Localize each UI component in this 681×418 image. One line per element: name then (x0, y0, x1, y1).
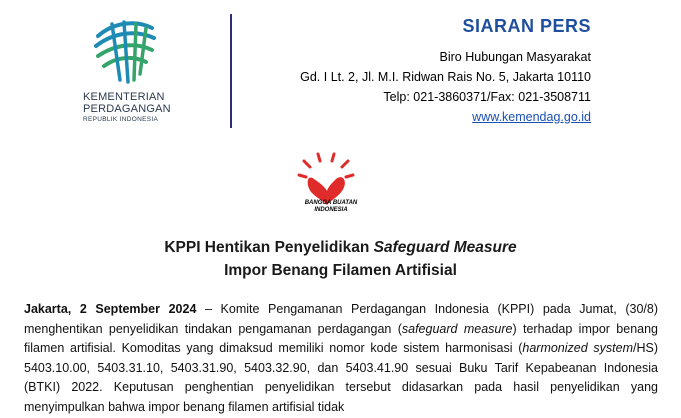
body-emphasis-1: safeguard measure (401, 321, 513, 336)
campaign-label (296, 200, 366, 214)
campaign-label-line2: INDONESIA (314, 207, 348, 213)
org-contact: Telp: 021-3860371/Fax: 021-3508711 (383, 90, 591, 104)
body-emphasis-2: harmonized system (522, 341, 633, 356)
body-text-2: ) terhadap impor benang filamen artifisial. Komoditas yang dimaksud memiliki nomor kode sistem harmonisasi ( (24, 321, 658, 356)
logo-text-trade: PERDAGANGAN (83, 103, 171, 115)
header-divider (230, 14, 232, 128)
headline-line2: Impor Benang Filamen Artifisial (224, 262, 457, 279)
press-release-header (300, 16, 591, 127)
headline (0, 236, 681, 282)
dateline: Jakarta, 2 September 2024 (24, 302, 197, 316)
ministry-logo (80, 18, 210, 128)
org-name: Biro Hubungan Masyarakat (439, 50, 591, 64)
headline-line1-emphasis: Safeguard Measure (373, 239, 517, 256)
logo-text-ministry: KEMENTERIAN (83, 91, 165, 103)
body-text-3: /HS) 5403.10.00, 5403.31.10, 5403.31.90, 5403.32.90, dan 5403.41.90 sesuai Buku Tarif Kepabeanan Indonesia (BTKI) 2022. Keputusan penghentian penyelidikan tersebut didasarkan pada hasil penyelidikan yang menyimpulkan bahwa impor benang filamen artifisial tidak (24, 341, 658, 414)
org-address: Gd. I Lt. 2, Jl. M.I. Ridwan Rais No. 5, Jakarta 10110 (300, 70, 591, 84)
body-text-1: – Komite Pengamanan Perdagangan Indonesia (KPPI) pada Jumat, (30/8) menghentikan penyelidikan tindakan pengamanan perdagangan ( (24, 302, 659, 336)
ministry-emblem-icon (90, 18, 160, 86)
headline-line1 (0, 236, 681, 259)
press-release-title: SIARAN PERS (462, 16, 591, 36)
campaign-label-line1: BANGGA BUATAN (304, 200, 358, 206)
website-link[interactable]: www.kemendag.go.id (472, 110, 591, 124)
headline-line1-text: KPPI Hentikan Penyelidikan (164, 239, 374, 256)
logo-text-republic: REPUBLIK INDONESIA (83, 116, 159, 123)
